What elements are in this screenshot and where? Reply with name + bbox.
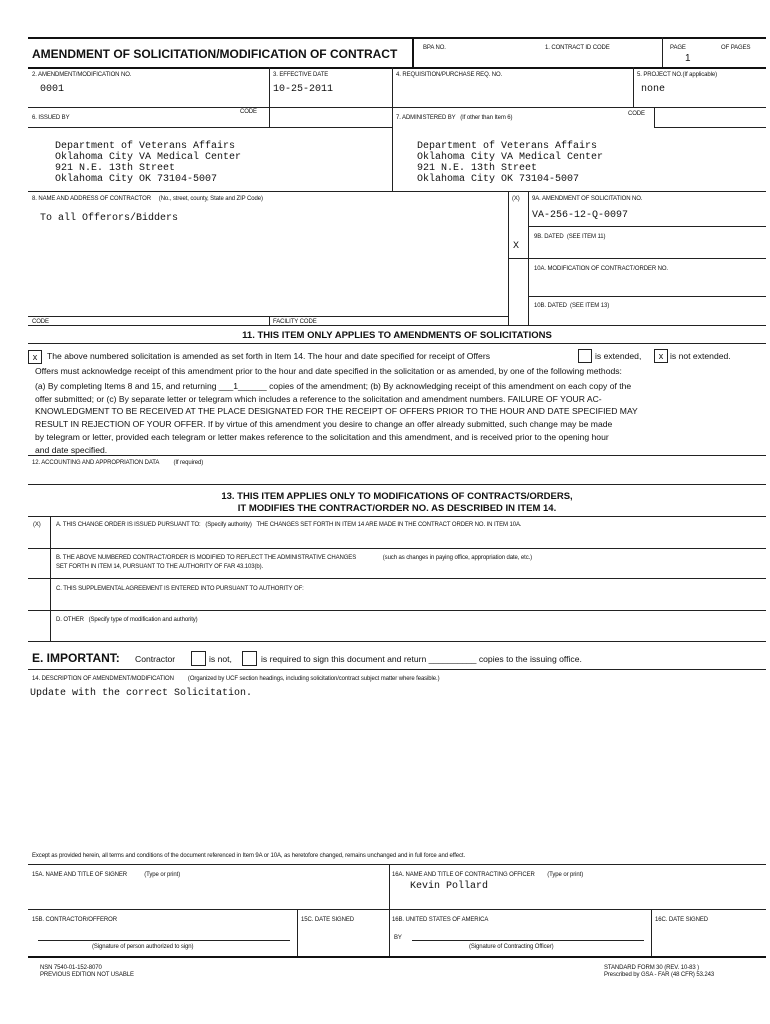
item11-line3a: (a) By completing Items 8 and 15, and returning ___ [35,381,234,391]
previous-edition: PREVIOUS EDITION NOT USABLE [40,972,134,978]
accounting-sub: (If required) [173,460,204,466]
divider [412,37,414,67]
item11-line2: Offers must acknowledge receipt of this amendment prior to the hour and date specified in the solicitation or as amended, by one of the following methods: [35,366,622,376]
rule [28,316,508,317]
rule [28,455,766,456]
footer-note: Except as provided herein, all terms and conditions of the document referenced in Item 9A or 10A, as heretofore changed, remains unchanged and in full force and effect. [32,853,466,859]
item13-b-label: B. THE ABOVE NUMBERED CONTRACT/ORDER IS MODIFIED TO REFLECT THE ADMINISTRATIVE CHANGES [56,555,357,561]
is-required-label: is required to sign this document and return __________ copies to the issuing office. [261,654,582,664]
item13-c: C. THIS SUPPLEMENTAL AGREEMENT IS ENTERED INTO PURSUANT TO AUTHORITY OF: [56,586,304,592]
item11-line5: KNOWLEDGMENT TO BE RECEIVED AT THE PLACE DESIGNATED FOR THE RECEIPT OF OFFERS PRIOR TO THE HOUR AND DATE SPECIFIED MAY [35,406,638,416]
contractor-date-label: 15C. DATE SIGNED [301,917,354,923]
is-not-checkbox[interactable] [191,651,206,666]
divider [269,316,270,325]
extended-checkbox[interactable] [578,349,592,363]
divider [651,909,652,956]
rule [28,107,766,108]
rule [28,864,766,865]
rule [528,226,766,227]
address-line: 921 N.E. 13th Street [55,163,176,174]
item11-line4: offer submitted; or (c) By separate letter or telegram which includes a reference to the solicitation and amendment numbers. FAILURE OF YOUR AC- [35,394,602,404]
item13-b-line2: SET FORTH IN ITEM 14, PURSUANT TO THE AUTHORITY OF FAR 43.103(b). [56,564,264,570]
rule [28,343,766,344]
signer-sub: (Type or print) [144,872,181,878]
of-pages-label: OF PAGES [721,45,751,51]
effective-date-label: 3. EFFECTIVE DATE [273,72,329,78]
address-line: Oklahoma City VA Medical Center [55,152,242,163]
divider [654,107,655,127]
officer-signature-caption: (Signature of Contracting Officer) [469,944,554,950]
divider [389,864,390,956]
contractor-offeror-label: 15B. CONTRACTOR/OFFEROR [32,917,117,923]
requisition-label: 4. REQUISITION/PURCHASE REQ. NO. [396,72,503,78]
nsn-number: NSN 7540-01-152-8070 [40,965,102,971]
effective-date-value: 10-25-2011 [273,84,334,95]
amendment-no-label: 2. AMENDMENT/MODIFICATION NO. [32,72,132,78]
contractor-address-sub: (No., street, county, State and ZIP Code) [158,196,263,202]
amendment-no-value: 0001 [40,84,65,95]
administered-by-text: 7. ADMINISTERED BY [396,115,456,121]
united-states-label: 16B. UNITED STATES OF AMERICA [392,917,489,923]
item11-checkbox-amended[interactable]: x [28,350,42,364]
project-no-label [637,72,717,78]
contracting-officer-label [392,872,583,878]
signer-text: 15A. NAME AND TITLE OF SIGNER [32,872,128,878]
x-mark-9: X [513,241,520,252]
item11-line3b: ______ copies of the amendment; (b) By acknowledging receipt of this amendment on each copy of the [238,381,632,391]
top-rule [28,37,766,39]
item11-line1: The above numbered solicitation is amended as set forth in Item 14. The hour and date specified for receipt of Offers [47,351,490,361]
divider [269,107,270,127]
item13-title2: IT MODIFIES THE CONTRACT/ORDER NO. AS DESCRIBED IN ITEM 14. [237,503,557,514]
rule [28,548,766,549]
description-label [32,676,439,682]
rule [508,258,766,259]
issued-by-label: 6. ISSUED BY [32,115,70,121]
item11-title: 11. THIS ITEM ONLY APPLIES TO AMENDMENTS OF SOLICITATIONS [242,330,552,341]
dated-10b-label [534,303,609,309]
address-line: Department of Veterans Affairs [55,141,236,152]
officer-date-label: 16C. DATE SIGNED [655,917,708,923]
admin-code-label: CODE [628,111,645,117]
project-no-sub: (If applicable) [682,72,718,78]
description-text: 14. DESCRIPTION OF AMENDMENT/MODIFICATION [32,676,174,682]
dated-10b-sub: (SEE ITEM 13) [570,303,610,309]
item13-b [56,555,532,561]
rule [28,484,766,485]
bottom-rule [28,956,766,958]
amendment-solicitation-value: VA-256-12-Q-0097 [532,210,629,221]
x-column-label: (X) [512,196,520,202]
issued-by-address [55,141,241,185]
dated-9b-label [534,234,605,240]
code-label: CODE [32,319,49,325]
standard-form: STANDARD FORM 30 (REV. 10-83 ) [604,965,700,971]
bpa-label: BPA NO. [423,45,446,51]
project-no-label-text: 5. PROJECT NO. [637,72,683,78]
divider [269,67,270,107]
signer-label [32,872,180,878]
description-sub: (Organized by UCF section headings, including solicitation/contract subject matter where feasible.) [187,676,440,682]
item13-a-label: A. THIS CHANGE ORDER IS ISSUED PURSUANT TO: [56,522,201,528]
item13-d [56,617,198,623]
not-extended-checkbox[interactable]: x [654,349,668,363]
contractor-address-value: To all Offerors/Bidders [40,213,179,224]
rule [28,909,766,910]
rule [28,127,392,128]
project-no-value: none [641,84,666,95]
rule [28,578,766,579]
dated-9b-text: 9B. DATED [534,234,564,240]
contractor-label: Contractor [135,654,176,664]
divider [297,909,298,956]
by-label: BY [394,935,402,941]
rule [28,516,766,517]
rule [28,191,766,192]
item11-line7: by telegram or letter, provided each telegram or letter makes reference to the solicitation and this amendment, and is received prior to the opening hour [35,432,609,442]
not-extended-label: is not extended. [670,351,731,361]
item11-line6: RESULT IN REJECTION OF YOUR OFFER. If by virtue of this amendment you desire to change an offer already submitted, such change may be made [35,419,613,429]
contractor-address-text: 8. NAME AND ADDRESS OF CONTRACTOR [32,196,151,202]
contractor-address-label [32,196,263,202]
address-line: Oklahoma City OK 73104-5007 [417,174,580,185]
rule [28,325,766,326]
rule [654,127,766,128]
administered-by-label [396,115,512,121]
rule [28,67,766,69]
divider [662,37,663,67]
item13-d-sub: (Specify type of modification and authority) [88,617,198,623]
item13-a [56,522,521,528]
form-title: AMENDMENT OF SOLICITATION/MODIFICATION OF CONTRACT [32,47,398,61]
accounting-text: 12. ACCOUNTING AND APPROPRIATION DATA [32,460,160,466]
important-label: E. IMPORTANT: [32,651,120,665]
signature-line[interactable] [38,940,290,941]
address-line: Department of Veterans Affairs [417,141,598,152]
page-number: 1 [685,53,691,64]
description-value: Update with the correct Solicitation. [30,688,253,699]
item11-line8: and date specified. [35,445,108,455]
item13-b-sub: (such as changes in paying office, appropriation date, etc.) [382,555,533,561]
divider [392,107,393,191]
item13-d-label: D. OTHER [56,617,84,623]
item13-a-sub: (Specify authority) [205,522,252,528]
amendment-solicitation-label: 9A. AMENDMENT OF SOLICITATION NO. [532,196,643,202]
administered-by-address [417,141,603,185]
contracting-officer-name: Kevin Pollard [410,881,489,892]
page-label: PAGE [670,45,686,51]
rule [28,641,766,642]
rule [528,296,766,297]
divider [633,67,634,107]
facility-code-label: FACILITY CODE [273,319,317,325]
contracting-officer-text: 16A. NAME AND TITLE OF CONTRACTING OFFICER [392,872,535,878]
copies-value: 1 [233,381,239,391]
is-not-label: is not, [209,654,232,664]
item13-title1: 13. THIS ITEM APPLIES ONLY TO MODIFICATIONS OF CONTRACTS/ORDERS, [221,491,573,502]
contract-id-label: 1. CONTRACT ID CODE [545,45,610,51]
accounting-label [32,460,203,466]
rule [28,610,766,611]
extended-label: is extended, [595,351,642,361]
prescribed-by: Prescribed by GSA - FAR (48 CFR) 53.243 [604,972,715,978]
address-line: Oklahoma City VA Medical Center [417,152,604,163]
dated-9b-sub: (SEE ITEM 11) [566,234,606,240]
modification-contract-label: 10A. MODIFICATION OF CONTRACT/ORDER NO. [534,266,668,272]
dated-10b-text: 10B. DATED [534,303,567,309]
item11-line3 [35,381,631,391]
item13-a-rest: THE CHANGES SET FORTH IN ITEM 14 ARE MADE IN THE CONTRACT ORDER NO. IN ITEM 10A. [256,522,522,528]
contractor-signature-caption: (Signature of person authorized to sign) [92,944,194,950]
rule [28,669,766,670]
address-line: 921 N.E. 13th Street [417,163,538,174]
is-required-checkbox[interactable] [242,651,257,666]
issued-code-label: CODE [240,109,257,115]
divider [392,67,393,107]
contracting-officer-sub: (Type or print) [547,872,584,878]
item13-x-label: (X) [33,522,41,528]
administered-by-sub: (If other than Item 6) [460,115,513,121]
address-line: Oklahoma City OK 73104-5007 [55,174,218,185]
officer-signature-line[interactable] [412,940,644,941]
